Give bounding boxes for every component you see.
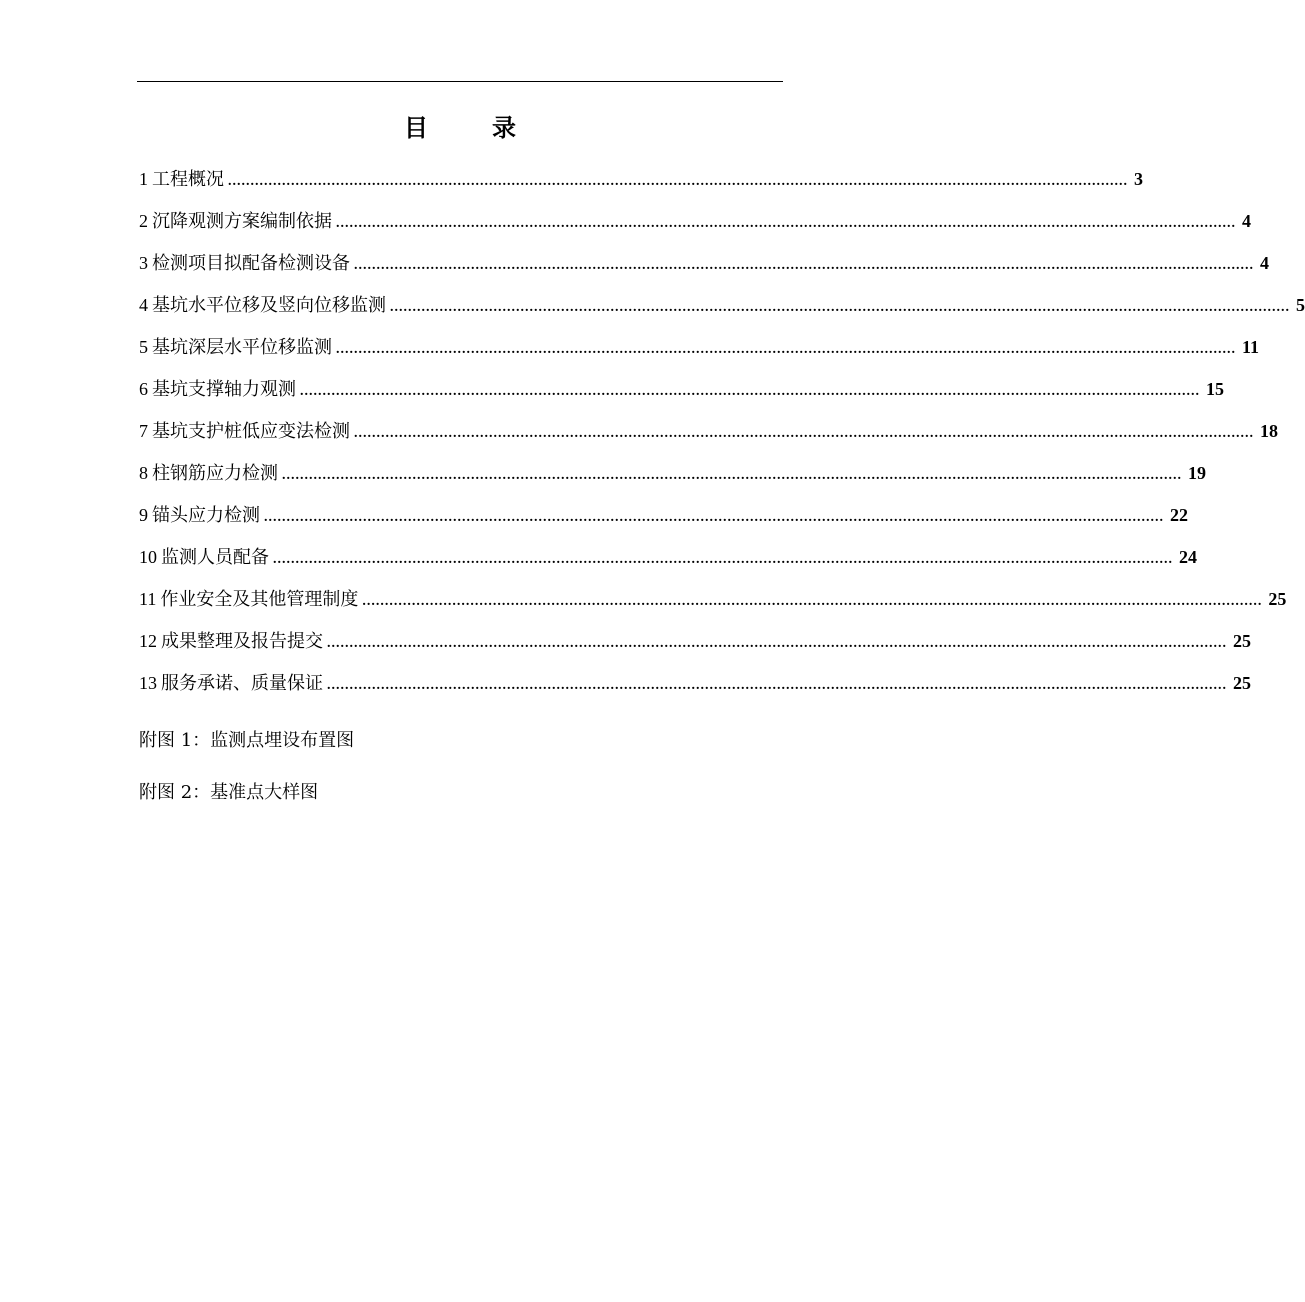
- toc-entry-label: 作业安全及其他管理制度: [160, 589, 359, 610]
- toc-leader-dots: ........................................................................................................................................................................................................: [300, 384, 1200, 399]
- toc-entry-page: 4: [1242, 211, 1251, 231]
- toc-title: 目录: [404, 113, 580, 142]
- toc-entry-label: 锚头应力检测: [152, 505, 260, 526]
- toc-leader-dots: ........................................................................................................................................................................................................: [264, 510, 1164, 525]
- toc-entry-page: 25: [1268, 589, 1287, 609]
- toc-entry-number: 4: [139, 295, 148, 315]
- toc-entry-page: 25: [1233, 631, 1251, 651]
- toc-entry[interactable]: [139, 326, 1260, 368]
- toc-entry[interactable]: [139, 410, 1278, 452]
- table-of-contents: [139, 158, 1305, 704]
- toc-entry-number: 8: [139, 463, 148, 483]
- toc-leader-dots: ........................................................................................................................................................................................................: [390, 300, 1290, 315]
- toc-entry[interactable]: [139, 158, 1143, 200]
- toc-entry-label: 基坑支撑轴力观测: [152, 379, 296, 400]
- toc-entry-number: 2: [139, 211, 148, 231]
- toc-entry-number: 12: [139, 631, 157, 651]
- toc-entry-page: 11: [1242, 337, 1260, 357]
- toc-entry-number: 1: [139, 169, 148, 189]
- toc-entry-number: 10: [139, 547, 157, 567]
- toc-entry[interactable]: [139, 242, 1269, 284]
- appendix-figure-2[interactable]: 附图 2：基准点大样图: [139, 782, 319, 803]
- toc-leader-dots: ........................................................................................................................................................................................................: [354, 258, 1254, 273]
- toc-entry-label: 基坑水平位移及竖向位移监测: [152, 295, 386, 316]
- toc-entry-label: 柱钢筋应力检测: [152, 463, 278, 484]
- toc-entry-number: 9: [139, 505, 148, 525]
- toc-entry-number: 6: [139, 379, 148, 399]
- toc-leader-dots: ........................................................................................................................................................................................................: [228, 174, 1128, 189]
- toc-entry[interactable]: [139, 536, 1197, 578]
- toc-entry[interactable]: [139, 494, 1188, 536]
- toc-leader-dots: ........................................................................................................................................................................................................: [273, 552, 1173, 567]
- toc-leader-dots: ........................................................................................................................................................................................................: [336, 216, 1236, 231]
- toc-entry-label: 沉降观测方案编制依据: [152, 211, 332, 232]
- toc-entry-number: 7: [139, 421, 148, 441]
- toc-leader-dots: ........................................................................................................................................................................................................: [362, 594, 1263, 609]
- toc-entry-page: 24: [1179, 547, 1197, 567]
- toc-entry-page: 4: [1260, 253, 1269, 273]
- toc-entry-number: 3: [139, 253, 148, 273]
- toc-entry-page: 25: [1233, 673, 1251, 693]
- toc-entry[interactable]: [139, 284, 1305, 326]
- toc-entry-label: 基坑深层水平位移监测: [152, 337, 332, 358]
- toc-entry[interactable]: [139, 578, 1287, 620]
- toc-entry-page: 15: [1206, 379, 1224, 399]
- toc-leader-dots: ........................................................................................................................................................................................................: [282, 468, 1182, 483]
- appendix-figure-1[interactable]: 附图 1：监测点埋设布置图: [139, 730, 355, 751]
- toc-entry[interactable]: [139, 200, 1251, 242]
- toc-entry-label: 检测项目拟配备检测设备: [152, 253, 350, 274]
- toc-entry[interactable]: [139, 452, 1206, 494]
- toc-entry-number: 5: [139, 337, 148, 357]
- toc-entry[interactable]: [139, 368, 1224, 410]
- header-rule: [137, 81, 783, 82]
- toc-entry[interactable]: [139, 662, 1251, 704]
- toc-leader-dots: ........................................................................................................................................................................................................: [327, 678, 1227, 693]
- toc-entry-page: 22: [1170, 505, 1188, 525]
- toc-entry-label: 监测人员配备: [161, 547, 269, 568]
- toc-entry-label: 服务承诺、质量保证: [161, 673, 323, 694]
- toc-entry-page: 3: [1134, 169, 1143, 189]
- toc-entry[interactable]: [139, 620, 1251, 662]
- toc-entry-label: 成果整理及报告提交: [161, 631, 323, 652]
- toc-entry-page: 19: [1188, 463, 1206, 483]
- toc-leader-dots: ........................................................................................................................................................................................................: [327, 636, 1227, 651]
- toc-entry-label: 工程概况: [152, 169, 224, 190]
- toc-entry-page: 5: [1296, 295, 1305, 315]
- toc-entry-number: 11: [139, 589, 157, 609]
- toc-entry-page: 18: [1260, 421, 1278, 441]
- toc-leader-dots: ........................................................................................................................................................................................................: [354, 426, 1254, 441]
- toc-entry-label: 基坑支护桩低应变法检测: [152, 421, 350, 442]
- toc-leader-dots: ........................................................................................................................................................................................................: [336, 342, 1236, 357]
- toc-entry-number: 13: [139, 673, 157, 693]
